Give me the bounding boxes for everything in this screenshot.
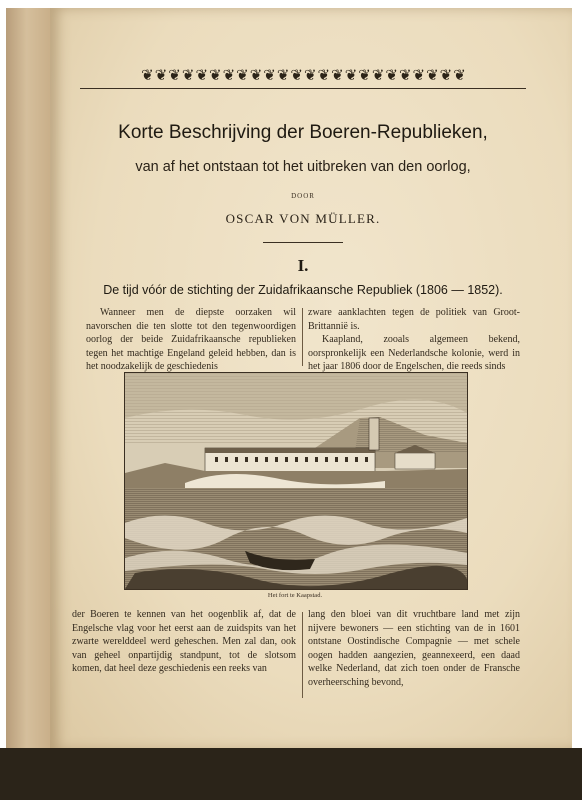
- dark-surface: [0, 748, 582, 800]
- chapter-title: De tijd vóór de stichting der Zuidafrikaansche Republiek (1806 — 1852).: [103, 283, 503, 297]
- illustration-caption: Het fort te Kaapstad.: [267, 592, 323, 599]
- fort-engraving: [124, 372, 468, 590]
- paragraph: der Boeren te kennen van het oogenblik af, dat de Engelsche vlag voor het eerst aan de zuidspits van het zwarte werelddeel werd geheschen. Men zal dan, ook van geheel onpartijdig standpunt, tot de slotsom komen, dat heel deze geschiedenis een reeks van: [72, 609, 296, 675]
- top-right-column: [308, 306, 520, 374]
- page-title: Korte Beschrijving der Boeren-Republieken,: [118, 122, 488, 143]
- book-page: [50, 8, 572, 750]
- bottom-right-column: [308, 608, 520, 690]
- divider-rule: [263, 242, 343, 243]
- engraving-illustration: [125, 373, 467, 589]
- paragraph: zware aanklachten tegen de politiek van Groot-Brittannië is.: [308, 307, 520, 332]
- book-binding: [6, 8, 52, 748]
- top-left-column: [86, 306, 296, 374]
- column-rule: [302, 612, 303, 698]
- ornament-border: ❦❦❦❦❦❦❦❦❦❦❦❦❦❦❦❦❦❦❦❦❦❦❦❦: [141, 68, 467, 84]
- column-rule: [302, 308, 303, 366]
- page-subtitle: van af het ontstaan tot het uitbreken van den oorlog,: [135, 159, 471, 175]
- chapter-number: I.: [297, 256, 309, 275]
- bottom-left-column: [72, 608, 296, 676]
- author-name: OSCAR VON MÜLLER.: [225, 211, 381, 226]
- paragraph: lang den bloei van dit vruchtbare land met zijn nijvere bewoners — een stichting van de in 1601 ontstane Oostindische Compagnie — met schele oogen hadden aangezien, geannexeerd, een daad welke Nederland, dat zich toen onder de Fransche overheersching bevond,: [308, 609, 520, 688]
- byline-label: DOOR: [291, 192, 315, 200]
- header-rule: [80, 88, 526, 89]
- paragraph: Wanneer men de diepste oorzaken wil navorschen die ten slotte tot den tegenwoordigen oorlog der beide Zuidafrikaansche republieken tegen het machtige Engeland geleid hebben, dan is het noodzakelijk de geschiedenis: [86, 307, 296, 373]
- paragraph: Kaapland, zooals algemeen bekend, oorspronkelijk een Nederlandsche kolonie, werd in het jaar 1806 door de Engelschen, die reeds sinds: [308, 334, 520, 373]
